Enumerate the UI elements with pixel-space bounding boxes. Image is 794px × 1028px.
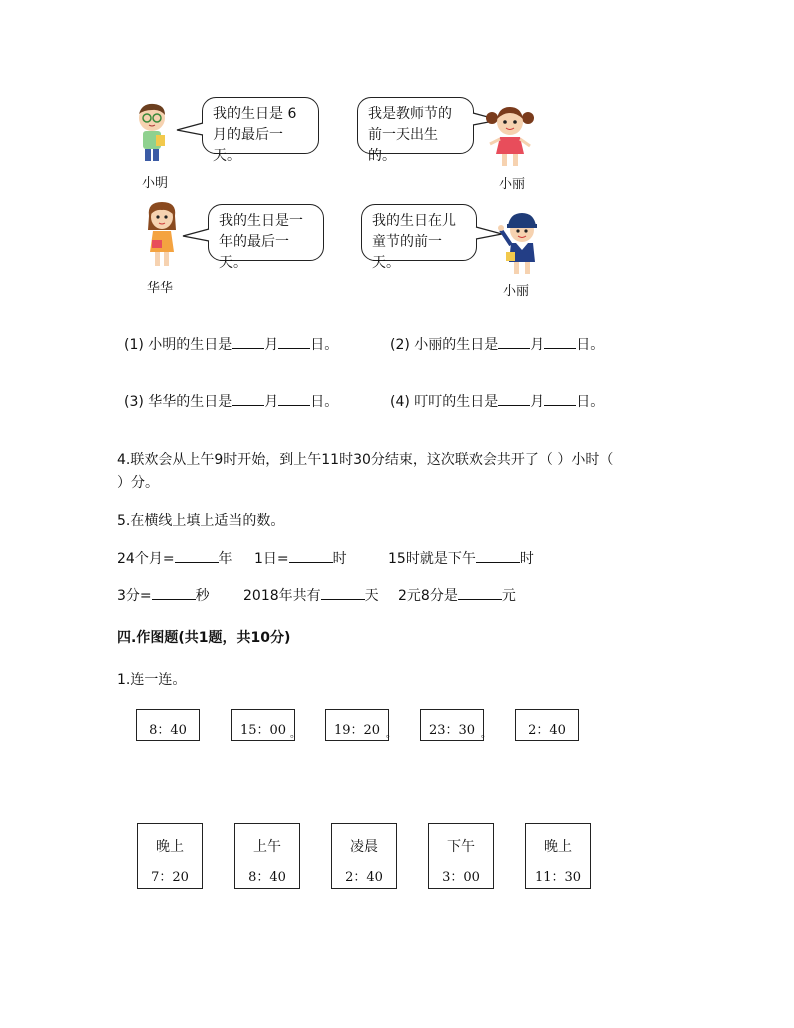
time-box[interactable]: 23：30 xyxy=(420,709,484,741)
answer-blank[interactable] xyxy=(476,548,520,563)
time-box[interactable]: 8：40 xyxy=(136,709,200,741)
speech-bubble xyxy=(202,97,319,164)
conversion-item: 2018年共有 天 xyxy=(243,585,379,605)
answer-blank[interactable] xyxy=(278,334,310,349)
speech-bubble xyxy=(361,204,477,271)
answer-blank[interactable] xyxy=(152,585,196,600)
fill-question: (4) 叮叮的生日是 月 日。 xyxy=(390,391,604,411)
period-box[interactable]: 上午 8：40 xyxy=(234,823,300,889)
answer-blank[interactable] xyxy=(498,334,530,349)
answer-blank[interactable] xyxy=(544,334,576,349)
speech-line: 月的最后一天。 xyxy=(213,127,283,164)
answer-blank[interactable] xyxy=(498,391,530,406)
section-heading: 四.作图题(共1题，共10分) xyxy=(117,630,291,646)
speech-bubble xyxy=(208,204,324,271)
conversion-item: 3分= 秒 xyxy=(117,585,210,605)
answer-blank[interactable] xyxy=(289,548,333,563)
speech-line: 年的最后一天。 xyxy=(219,234,289,271)
speech-line: 前一天出生的。 xyxy=(368,127,438,164)
conversion-item: 1日= 时 xyxy=(254,548,347,568)
question-4-line1: 4.联欢会从上午9时开始，到上午11时30分结束，这次联欢会共开了（ ）小时（ xyxy=(117,452,614,468)
girl-with-pigtails-icon xyxy=(484,104,536,170)
answer-blank[interactable] xyxy=(321,585,365,600)
fill-question: (3) 华华的生日是 月 日。 xyxy=(124,391,338,411)
speech-tail xyxy=(176,122,204,138)
speech-line: 我是教师节的 xyxy=(368,106,452,122)
answer-blank[interactable] xyxy=(458,585,502,600)
period-box[interactable]: 下午 3：00 xyxy=(428,823,494,889)
conversion-item: 15时就是下午 时 xyxy=(388,548,534,568)
stray-dot: 。 xyxy=(290,729,300,740)
character-name: 华华 xyxy=(147,281,174,296)
time-box[interactable]: 2：40 xyxy=(515,709,579,741)
boy-with-glasses-icon xyxy=(132,102,172,166)
question-1-title: 1.连一连。 xyxy=(117,672,187,688)
time-box[interactable]: 15：00 xyxy=(231,709,295,741)
character-name: 小丽 xyxy=(503,284,530,299)
girl-icon xyxy=(144,200,180,272)
conversion-item: 2元8分是 元 xyxy=(398,585,516,605)
answer-blank[interactable] xyxy=(175,548,219,563)
question-5-title: 5.在横线上填上适当的数。 xyxy=(117,513,285,529)
speech-line: 我的生日在儿 xyxy=(372,213,456,229)
kid-with-cap-icon xyxy=(496,210,544,278)
stray-dot: 。 xyxy=(481,729,491,740)
stray-dot: 。 xyxy=(386,729,396,740)
answer-blank[interactable] xyxy=(278,391,310,406)
speech-line: 童节的前一天。 xyxy=(372,234,442,271)
period-box[interactable]: 晚上 11：30 xyxy=(525,823,591,889)
speech-bubble xyxy=(357,97,474,164)
character-name: 小明 xyxy=(142,176,169,191)
answer-blank[interactable] xyxy=(232,334,264,349)
speech-line: 我的生日是一 xyxy=(219,213,303,229)
period-box[interactable]: 凌晨 2：40 xyxy=(331,823,397,889)
character-name: 小丽 xyxy=(499,177,526,192)
answer-blank[interactable] xyxy=(232,391,264,406)
period-box[interactable]: 晚上 7：20 xyxy=(137,823,203,889)
time-box[interactable]: 19：20 xyxy=(325,709,389,741)
speech-tail xyxy=(182,228,210,244)
fill-question: (2) 小丽的生日是 月 日。 xyxy=(390,334,604,354)
speech-line: 我的生日是 6 xyxy=(213,106,297,122)
fill-question: (1) 小明的生日是 月 日。 xyxy=(124,334,338,354)
answer-blank[interactable] xyxy=(544,391,576,406)
question-4-line2: ）分。 xyxy=(117,475,159,491)
conversion-item: 24个月= 年 xyxy=(117,548,233,568)
